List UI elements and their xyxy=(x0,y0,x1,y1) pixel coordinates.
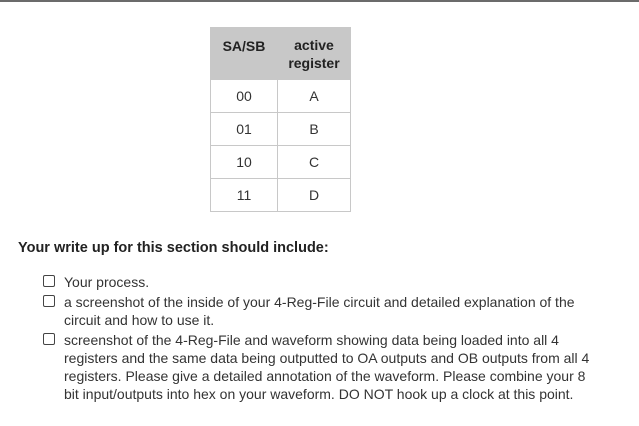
table-cell-select: 01 xyxy=(211,113,278,146)
table-cell-select: 10 xyxy=(211,146,278,179)
checklist-item xyxy=(43,273,603,291)
table-row xyxy=(211,179,351,212)
checkbox-circuit-screenshot[interactable] xyxy=(43,295,55,307)
table-header-row xyxy=(211,28,351,80)
writeup-heading: Your write up for this section should include: xyxy=(18,240,329,256)
checklist-item xyxy=(43,293,603,329)
table-cell-register: A xyxy=(278,80,351,113)
checklist-item-text: screenshot of the 4-Reg-File and waveform showing data being loaded into all 4 registers and the same data being outputted to OA outputs and OB outputs from all 4 registers. Please give a detailed annotation of the waveform. Please combine your 8 bit input/outputs into hex on your waveform. DO NOT hook up a clock at this point. xyxy=(64,332,590,402)
checkbox-process[interactable] xyxy=(43,275,55,287)
header-sa-sb: SA/SB xyxy=(211,28,278,80)
writeup-checklist xyxy=(43,273,603,405)
table-cell-select: 11 xyxy=(211,179,278,212)
register-select-table xyxy=(210,27,351,212)
table-cell-register: D xyxy=(278,179,351,212)
table-cell-register: B xyxy=(278,113,351,146)
table-cell-register: C xyxy=(278,146,351,179)
checklist-item-text: a screenshot of the inside of your 4-Reg-File circuit and detailed explanation of the circuit and how to use it. xyxy=(64,294,575,328)
header-active-register: active register xyxy=(278,28,351,80)
table-cell-select: 00 xyxy=(211,80,278,113)
table-row xyxy=(211,80,351,113)
table-row xyxy=(211,113,351,146)
checkbox-waveform-screenshot[interactable] xyxy=(43,333,55,345)
table-row xyxy=(211,146,351,179)
checklist-item xyxy=(43,331,603,403)
checklist-item-text: Your process. xyxy=(64,274,150,290)
top-divider xyxy=(0,0,639,2)
